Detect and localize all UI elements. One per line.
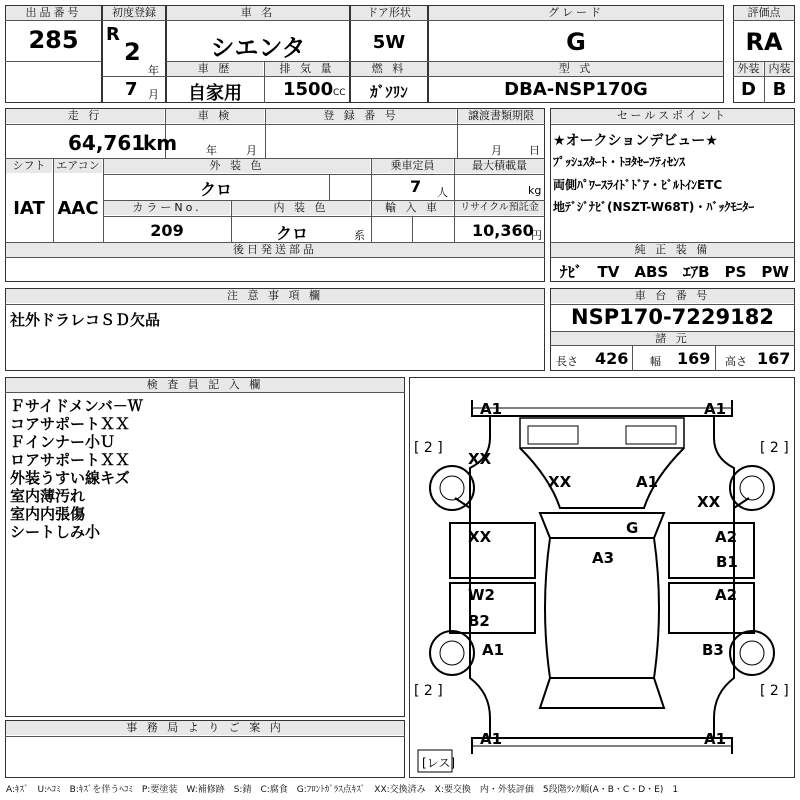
overall-score: RA <box>745 28 783 56</box>
deadline-day-unit: 日 <box>529 144 540 157</box>
fuel-label: 燃 料 <box>351 62 427 76</box>
door-label: ドア形状 <box>351 6 427 20</box>
deadline-month-unit: 月 <box>491 144 502 157</box>
reg-year: 2 <box>124 38 141 66</box>
shift: IAT <box>13 198 45 219</box>
color-no-label: カラーNo. <box>104 201 230 215</box>
inspection-label: 車 検 <box>166 109 264 123</box>
door-type: 5W <box>372 32 406 53</box>
inspector-label: 検 査 員 記 入 欄 <box>6 378 404 392</box>
inspector-note-8: シートしみ小 <box>10 523 101 541</box>
length-label: 長さ <box>556 355 578 368</box>
inspector-note-5: 外装うすい線キズ <box>10 469 130 487</box>
interior-label: 内装 <box>765 62 794 76</box>
ext-color: クロ <box>199 180 232 199</box>
mark-rear-left: A1 <box>480 730 503 748</box>
first-reg-label: 初度登録 <box>103 6 165 20</box>
inspector-note-4: ロアサポートＸＸ <box>10 451 131 469</box>
mark-door-fr: A2 <box>715 528 738 546</box>
series-unit: 系 <box>354 229 365 242</box>
mark-roof: A3 <box>592 549 615 567</box>
genuine-equipment: ﾅﾋﾞ TV ABS ｴｱB PS PW <box>560 263 789 281</box>
person-unit: 人 <box>437 186 448 199</box>
sales-point-3: 両側ﾊﾟﾜｰｽﾗｲﾄﾞﾄﾞｱ・ﾋﾞﾙﾄｲﾝETC <box>553 178 723 192</box>
sales-point-1: ★オークションデビュー★ <box>553 133 718 149</box>
int-color-label: 内 装 色 <box>232 201 370 215</box>
cc-unit: CC <box>333 88 346 98</box>
tire-count-fl-value: 2 <box>423 440 433 456</box>
recycle-label: リサイクル預託金 <box>455 201 544 215</box>
transfer-deadline-label: 譲渡書類期限 <box>458 109 544 123</box>
spare-label-text: レス <box>426 756 451 770</box>
era-letter: R <box>106 24 120 45</box>
km-unit: km <box>143 131 178 155</box>
length-value: 426 <box>595 349 629 368</box>
mark-quarter-right: B3 <box>702 641 724 659</box>
interior-score: B <box>772 79 787 100</box>
kg-unit: kg <box>528 184 542 197</box>
lot-number: 285 <box>28 26 79 54</box>
model-code-label: 型 式 <box>429 62 723 76</box>
chassis-label: 車 台 番 号 <box>551 289 794 303</box>
month-unit: 月 <box>148 88 159 101</box>
sales-point-2: ﾌﾟｯｼｭｽﾀｰﾄ・ﾄﾖﾀｾｰﾌﾃｨｾﾝｽ <box>553 155 686 169</box>
exterior-label: 外装 <box>734 62 763 76</box>
mark-windshield: G <box>626 519 639 537</box>
notes-text: 社外ドラレコＳＤ欠品 <box>10 311 161 329</box>
inspector-note-2: コアサポートＸＸ <box>10 415 131 433</box>
tire-count-rl: [ 2 ] <box>414 683 443 699</box>
history: 自家用 <box>188 83 242 104</box>
mark-door-rl2: B2 <box>468 612 490 630</box>
specs-label: 諸 元 <box>551 332 794 346</box>
post-parts-label: 後日発送部品 <box>6 243 544 257</box>
max-load-label: 最大積載量 <box>455 159 544 173</box>
aircon: AAC <box>57 198 99 219</box>
ext-color-label: 外 装 色 <box>104 159 370 173</box>
car-name: シエンタ <box>210 34 306 62</box>
int-color: クロ <box>275 224 308 243</box>
tire-count-fr: [ 2 ] <box>760 440 789 456</box>
score-label: 評価点 <box>734 6 794 20</box>
genuine-label: 純 正 装 備 <box>551 243 794 257</box>
reg-month: 7 <box>125 79 138 100</box>
tire-count-rr-value: 2 <box>769 683 779 699</box>
tire-count-rr: [ 2 ] <box>760 683 789 699</box>
height-label: 高さ <box>725 355 747 368</box>
car-diagram <box>409 377 795 778</box>
aircon-label: エアコン <box>54 159 102 173</box>
tire-count-fr-value: 2 <box>769 440 779 456</box>
import-label: 輸 入 車 <box>372 201 453 215</box>
grade-label: グレード <box>429 6 723 20</box>
spare-label: [レス] <box>422 756 456 770</box>
mark-fender-right: XX <box>697 493 721 511</box>
width-value: 169 <box>677 349 711 368</box>
inspector-note-6: 室内薄汚れ <box>10 487 86 505</box>
mark-hood-right: A1 <box>636 473 659 491</box>
displacement-label: 排 気 量 <box>265 62 349 76</box>
legend: A:ｷｽﾞ U:ﾍｺﾐ B:ｷｽﾞを伴うﾍｺﾐ P:要塗装 W:補修跡 S:錆 C:腐食 G:ﾌﾛﾝﾄｶﾞﾗｽ点ｷｽﾞ XX:交換済み X:要交換 内・外装評価 5段階ﾗﾝｸ順(A・B・C・D・E) 1 <box>6 785 679 795</box>
sales-point-label: セールスポイント <box>551 109 794 123</box>
exterior-score: D <box>741 79 756 100</box>
model-code: DBA-NSP170G <box>504 79 648 100</box>
inspection-year-unit: 年 <box>206 144 217 157</box>
year-unit: 年 <box>148 64 159 77</box>
mark-quarter-left: A1 <box>482 641 505 659</box>
history-label: 車 歴 <box>167 62 263 76</box>
grade: G <box>566 28 586 56</box>
chassis-number: NSP170-7229182 <box>571 305 774 329</box>
shift-label: シフト <box>6 159 52 173</box>
width-label: 幅 <box>650 355 661 368</box>
capacity: 7 <box>410 177 422 196</box>
displacement: 1500 <box>283 79 334 100</box>
car-outline <box>410 378 794 777</box>
car-name-label: 車 名 <box>167 6 349 20</box>
color-no: 209 <box>150 221 184 240</box>
mileage-label: 走 行 <box>6 109 164 123</box>
mark-door-fl: XX <box>468 528 492 546</box>
mark-door-rr: A2 <box>715 586 738 604</box>
notes-label: 注 意 事 項 欄 <box>6 289 544 303</box>
inspection-month-unit: 月 <box>246 144 257 157</box>
tire-count-rl-value: 2 <box>423 683 433 699</box>
mark-door-fr2: B1 <box>716 553 738 571</box>
yen-unit: 円 <box>531 229 542 242</box>
inspector-note-7: 室内内張傷 <box>10 505 86 523</box>
tire-count-fl: [ 2 ] <box>414 440 443 456</box>
reg-no-label: 登 録 番 号 <box>266 109 456 123</box>
lot-label: 出品番号 <box>6 6 101 20</box>
height-value: 167 <box>757 349 791 368</box>
recycle-fee: 10,360 <box>472 221 534 240</box>
mark-hood-left: XX <box>548 473 572 491</box>
capacity-label: 乗車定員 <box>372 159 453 173</box>
office-label: 事 務 局 よ り ご 案 内 <box>6 721 404 735</box>
inspector-note-3: Ｆインナー小Ｕ <box>10 433 116 451</box>
fuel: ｶﾞｿﾘﾝ <box>370 83 408 101</box>
sales-point-4: 地ﾃﾞｼﾞﾅﾋﾞ(NSZT-W68T)・ﾊﾞｯｸﾓﾆﾀｰ <box>553 200 755 214</box>
mark-front-left: A1 <box>480 400 503 418</box>
mark-rear-right: A1 <box>704 730 727 748</box>
mark-door-rl: W2 <box>468 586 495 604</box>
mileage: 64,761 <box>68 131 146 155</box>
mark-fender-left: XX <box>468 450 492 468</box>
mark-front-right: A1 <box>704 400 727 418</box>
inspector-note-1: Ｆサイドメンバ－Ｗ <box>10 397 143 415</box>
